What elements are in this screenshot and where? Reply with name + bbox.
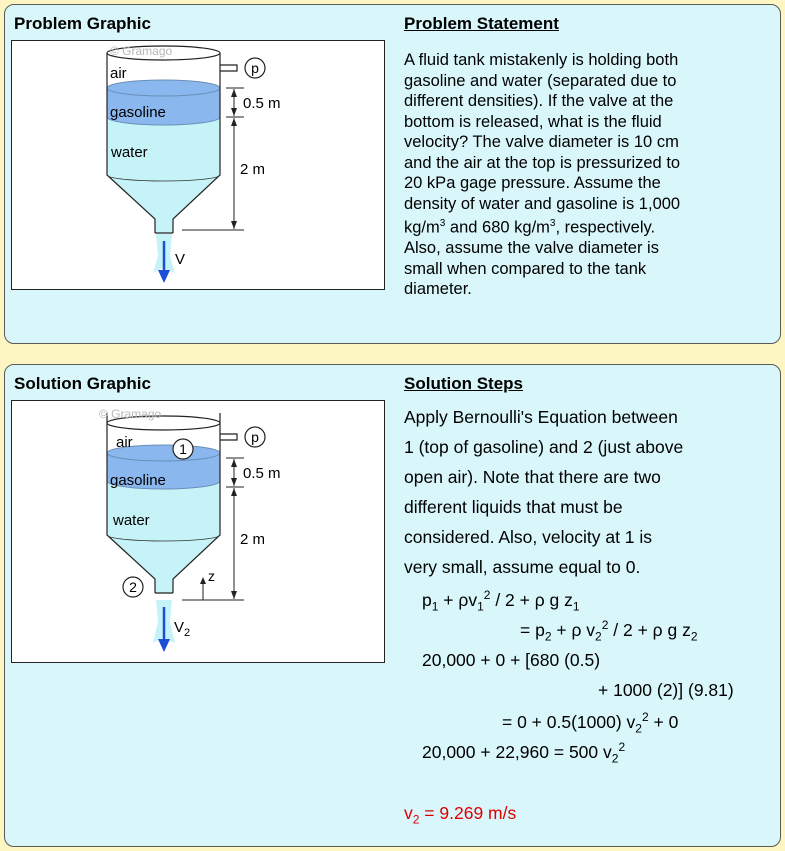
equation-line-5: = 0 + 0.5(1000) $v_2^2 + 0$: [502, 710, 679, 736]
problem-statement-title: Problem Statement: [404, 14, 559, 33]
statement-line: small when compared to the tank: [404, 259, 647, 278]
gasoline-label: gasoline: [110, 104, 166, 121]
watermark: © Gramago: [99, 407, 162, 421]
intro-line: different liquids that must be: [404, 497, 623, 517]
equation-line-3: 20,000 + 0 + [680 (0.5): [422, 650, 601, 670]
equation-line-6: 20,000 + 22,960 = 500 $v_2^2$: [422, 740, 626, 766]
solution-steps-title: Solution Steps: [404, 374, 523, 393]
equation-line-4: + 1000 (2)] (9.81): [598, 680, 734, 700]
intro-line: 1 (top of gasoline) and 2 (just above: [404, 437, 684, 457]
statement-line: density of water and gasoline is 1,000: [404, 194, 681, 213]
statement-line: A fluid tank mistakenly is holding both: [404, 51, 679, 69]
problem-graphic-title: Problem Graphic: [14, 14, 151, 33]
intro-line: Apply Bernoulli's Equation between: [404, 407, 678, 427]
velocity-label: V: [175, 251, 186, 268]
air-label: air: [116, 434, 133, 451]
statement-line: bottom is released, what is the fluid: [404, 112, 662, 131]
statement-line: gasoline and water (separated due to: [404, 71, 677, 90]
air-label: air: [110, 65, 127, 82]
statement-line: and the air at the top is pressurized to: [404, 153, 681, 172]
solution-graphic: [11, 400, 385, 663]
pressure-label: p: [251, 429, 259, 445]
point-1-label: 1: [179, 441, 187, 457]
statement-line: 20 kPa gage pressure. Assume the: [404, 174, 661, 192]
final-answer: $v_2 = 9.269$ m/s: [404, 803, 517, 827]
statement-line: velocity? The valve diameter is 10 cm: [404, 133, 679, 151]
equation-line-1: $p_1 + \rho v_1^2 / 2 + \rho$ g $z_1$: [422, 588, 580, 614]
statement-line: diameter.: [404, 280, 472, 298]
solution-graphic-title: Solution Graphic: [14, 374, 151, 393]
statement-line-density: $kg/m^3$ and 680 $kg/m^3$, respectively.: [404, 218, 656, 237]
gauge-pipe: [220, 434, 237, 440]
intro-line: open air). Note that there are two: [404, 467, 661, 487]
dim-0-5-label: 0.5 m: [243, 465, 281, 482]
statement-line: different densities). If the valve at the: [404, 92, 674, 110]
gauge-pipe: [220, 65, 237, 71]
problem-tank-diagram: [12, 41, 383, 288]
point-2-label: 2: [129, 579, 137, 595]
problem-graphic: [11, 40, 385, 290]
pressure-label: p: [251, 60, 259, 76]
solution-intro: [404, 402, 769, 582]
dim-2-label: 2 m: [240, 531, 266, 548]
water-label: water: [111, 144, 148, 161]
gasoline-label: gasoline: [110, 472, 166, 489]
equation-line-2: = $p_2 + \rho$ $v_2^2 / 2 + \rho$ g $z_2$: [520, 618, 698, 644]
watermark: © Gramago: [110, 44, 173, 58]
statement-line: Also, assume the valve diameter is: [404, 239, 659, 257]
dim-0-5-label: 0.5 m: [243, 95, 281, 112]
gasoline-surface: [107, 80, 220, 96]
velocity-label: $V_2$: [174, 619, 191, 639]
dim-2-label: 2 m: [240, 161, 266, 178]
intro-line: very small, assume equal to 0.: [404, 557, 641, 577]
water-label: water: [113, 512, 150, 529]
solution-tank-diagram: [12, 401, 383, 661]
z-label: z: [208, 568, 215, 584]
problem-statement: [404, 50, 764, 300]
intro-line: considered. Also, velocity at 1 is: [404, 527, 653, 547]
